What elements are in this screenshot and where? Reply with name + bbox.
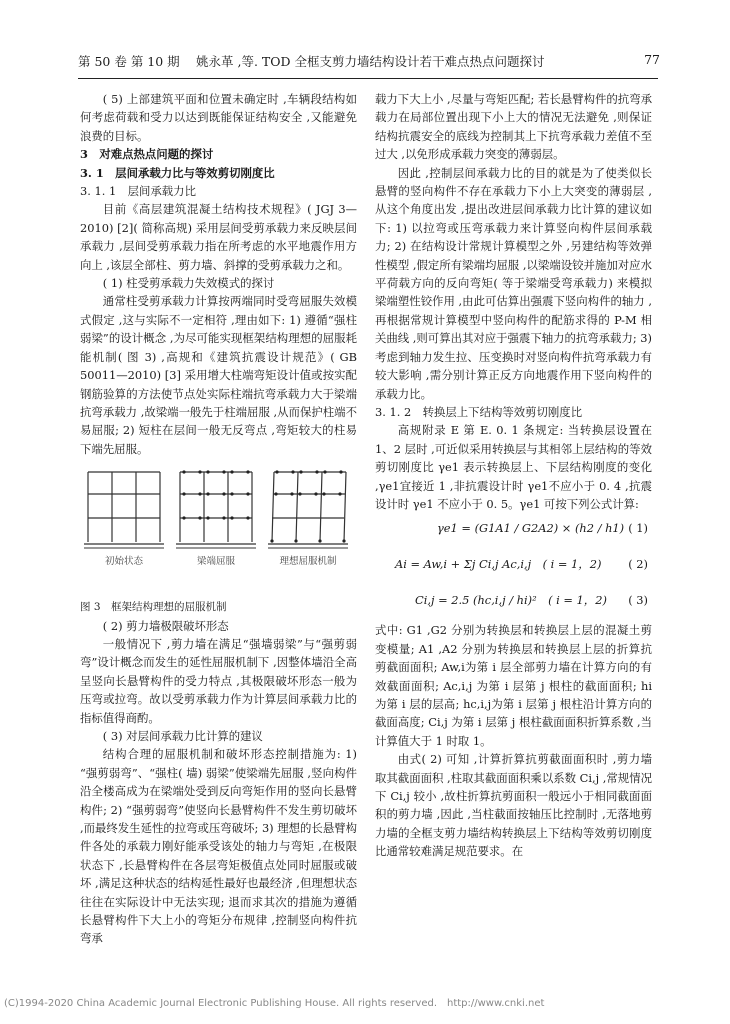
equation-2-number: ( 2): [628, 557, 648, 572]
equation-1-body: γe1 = (G1A1 / G2A2) × (h2 / h1): [437, 521, 625, 536]
paragraph: 一般情况下 ,剪力墙在满足“强墙弱梁”与“强剪弱弯”设计概念而发生的延性屈服机制下 ,因整体墙沿全高呈竖向长悬臂构件的受力特点 ,其极限破坏形态一般为压弯或拉弯。故以受剪承载力作为计算层间承载力比的指标值得商酌。: [80, 636, 357, 725]
fig-label-initial: 初始状态: [104, 556, 144, 568]
item-heading: ( 2) 剪力墙极限破坏形态: [102, 618, 229, 633]
subsubsection-heading: 3. 1. 1 层间承载力比: [80, 184, 196, 199]
figure-3: [80, 458, 357, 598]
equation-3: [375, 585, 652, 621]
article-title-running: 姚永革 ,等. TOD 全框支剪力墙结构设计若干难点热点问题探讨: [196, 54, 545, 69]
page-number: 77: [644, 52, 660, 67]
section-heading: 3 对难点热点问题的探讨: [80, 147, 214, 162]
paragraph: 结构合理的屈服机制和破坏形态控制措施为: 1) “强剪弱弯”、“强柱( 墙) 弱梁”使梁端先屈服 ,竖向构件沿全楼高成为在梁端处受到反向弯矩作用的竖向长悬臂构件; 2) “强剪弱弯”使竖向长悬臂构件不发生剪切破坏 ,而最终发生延性的拉弯或压弯破坏; 3) 理想的长悬臂构件各处的承载力刚好能承受该处的轴力与弯矩 ,在极限状态下 ,长悬臂构件在各层弯矩极值点处同时屈服或破坏 ,满足这种状态的结构延性最好也最经济 ,但理想状态往往在实际设计中无法实现; 退而求其次的措施为遵循长悬臂构件下大上小的弯矩分布规律 ,控制竖向构件抗弯承: [80, 747, 357, 946]
item-heading: ( 3) 对层间承载力比计算的建议: [102, 728, 263, 743]
paragraph: 因此 ,控制层间承载力比的目的就是为了使类似长悬臂的竖向构件不存在承载力下小上大突变的薄弱层 ,从这个角度出发 ,提出改进层间承载力比计算的建议如下: 1) 以拉弯或压弯承载力来计算竖向构件层间承载力; 2) 在结构设计常规计算模型之外 ,另建结构等效弹性模型 ,假定所有梁端均屈服 ,以梁端设铰并施加对应水平荷载方向的反向弯矩( 等于梁端受弯承载力) 来模拟梁端塑性铰作用 ,由此可估算出强震下竖向构件的轴力 ,再根据常规计算模型中竖向构件的配筋求得的 P-M 相关曲线 ,则可算出其对应于强震下轴力的抗弯承载力; 3) 考虑到轴力发生拉、压变换时对竖向构件抗弯承载力有较大影响 ,需分别计算正反方向地震作用下竖向构件的承载力比。: [375, 165, 652, 401]
equation-1-number: ( 1): [628, 521, 648, 536]
item-heading: ( 1) 柱受剪承载力失效模式的探讨: [102, 276, 275, 291]
equation-2-body: Ai = Aw,i + Σj Ci,j Ac,i,j ( i = 1，2): [395, 557, 602, 572]
paragraph: 目前《高层建筑混凝土结构技术规程》( JGJ 3—2010) [2]( 简称高规) 采用层间受剪承载力来反映层间承载力 ,层间受剪承载力指在所考虑的水平地震作用方向上 ,该层全部柱、剪力墙、斜撑的受剪承载力之和。: [80, 202, 357, 272]
yield-mechanism-diagram: [80, 464, 357, 574]
fig-label-ideal: 理想屈服机制: [279, 556, 337, 568]
equation-3-body: Ci,j = 2.5 (hc,i,j / hi)² ( i = 1，2): [415, 593, 607, 608]
right-column: [375, 90, 652, 861]
paragraph: 高规附录 E 第 E. 0. 1 条规定: 当转换层设置在 1、2 层时 ,可近似采用转换层与其相邻上层结构的等效剪切刚度比 γe1 表示转换层上、下层结构刚度的变化 ,γe1宜接近 1 ,非抗震设计时 γe1不应小于 0. 4 ,抗震设计时 γe1 不应小于 0. 5。γe1 可按下列公式计算:: [375, 423, 652, 511]
subsubsection-heading: 3. 1. 2 转换层上下结构等效剪切刚度比: [375, 404, 583, 419]
copyright-footer: (C)1994-2020 China Academic Journal Electronic Publishing House. All rights reserved. http://www.cnki.net: [4, 998, 545, 1009]
paragraph: 式中: G1 ,G2 分别为转换层和转换层上层的混凝土剪变模量; A1 ,A2 分别为转换层和转换层上层的折算抗剪截面面积; Aw,i为第 i 层全部剪力墙在计算方向的有效截面面积; Ac,i,j 为第 i 层第 j 根柱的截面面积; hi 为第 i 层的层高; hc,i,j为第 i 层第 j 根柱沿计算方向的截面高度; Ci,j 为第 i 层第 j 根柱截面面积折算系数 ,当计算值大于 1 时取 1。: [375, 623, 652, 748]
equation-3-number: ( 3): [628, 593, 648, 608]
paragraph: 由式( 2) 可知 ,计算折算抗剪截面面积时 ,剪力墙取其截面面积 ,柱取其截面面积乘以系数 Ci,j ,常规情况下 Ci,j 较小 ,故柱折算抗剪面积一般远小于相同截面面积的剪力墙 ,因此 ,当柱截面按轴压比控制时 ,无落地剪力墙的全框支剪力墙结构转换层上下结构等效剪切刚度比通常较难满足规范要求。在: [375, 752, 652, 859]
journal-volume: 第 50 卷 第 10 期: [78, 54, 180, 69]
paragraph: ( 5) 上部建筑平面和位置未确定时 ,车辆段结构如何考虑荷载和受力以达到既能保证结构安全 ,又能避免浪费的目标。: [80, 92, 357, 143]
header-rule: [78, 78, 658, 79]
paragraph: 通常柱受剪承载力计算按两端同时受弯屈服失效模式假定 ,这与实际不一定相符 ,理由如下: 1) 遵循“强柱弱梁”的设计概念 ,为尽可能实现框架结构理想的屈服耗能机制( 图 3) ,高规和《建筑抗震设计规范》( GB 50011—2010) [3] 采用增大柱端弯矩设计值或按实配钢筋验算的方法使节点处实际柱端抗弯承载力大于梁端抗弯承载力 ,故梁端一般先于柱端屈服 ,从而保护柱端不易屈服; 2) 短柱在层间一般无反弯点 ,弯矩较大的柱易下端先屈服。: [80, 294, 357, 456]
running-header: [78, 52, 660, 72]
fig-label-beam-yield: 梁端屈服: [196, 556, 236, 568]
subsection-heading: 3. 1 层间承载力比与等效剪切刚度比: [80, 165, 275, 180]
equation-2: [375, 549, 652, 585]
paragraph: 载力下大上小 ,尽量与弯矩匹配; 若长悬臂构件的抗弯承载力在局部位置出现下小上大的情况无法避免 ,则保证结构抗震安全的底线为控制其上下抗弯承载力差值不至过大 ,以免形成承载力突变的薄弱层。: [375, 92, 652, 162]
figure-caption: 图 3 框架结构理想的屈服机制: [80, 601, 227, 614]
equation-1: [375, 513, 652, 549]
left-column: [80, 90, 357, 948]
